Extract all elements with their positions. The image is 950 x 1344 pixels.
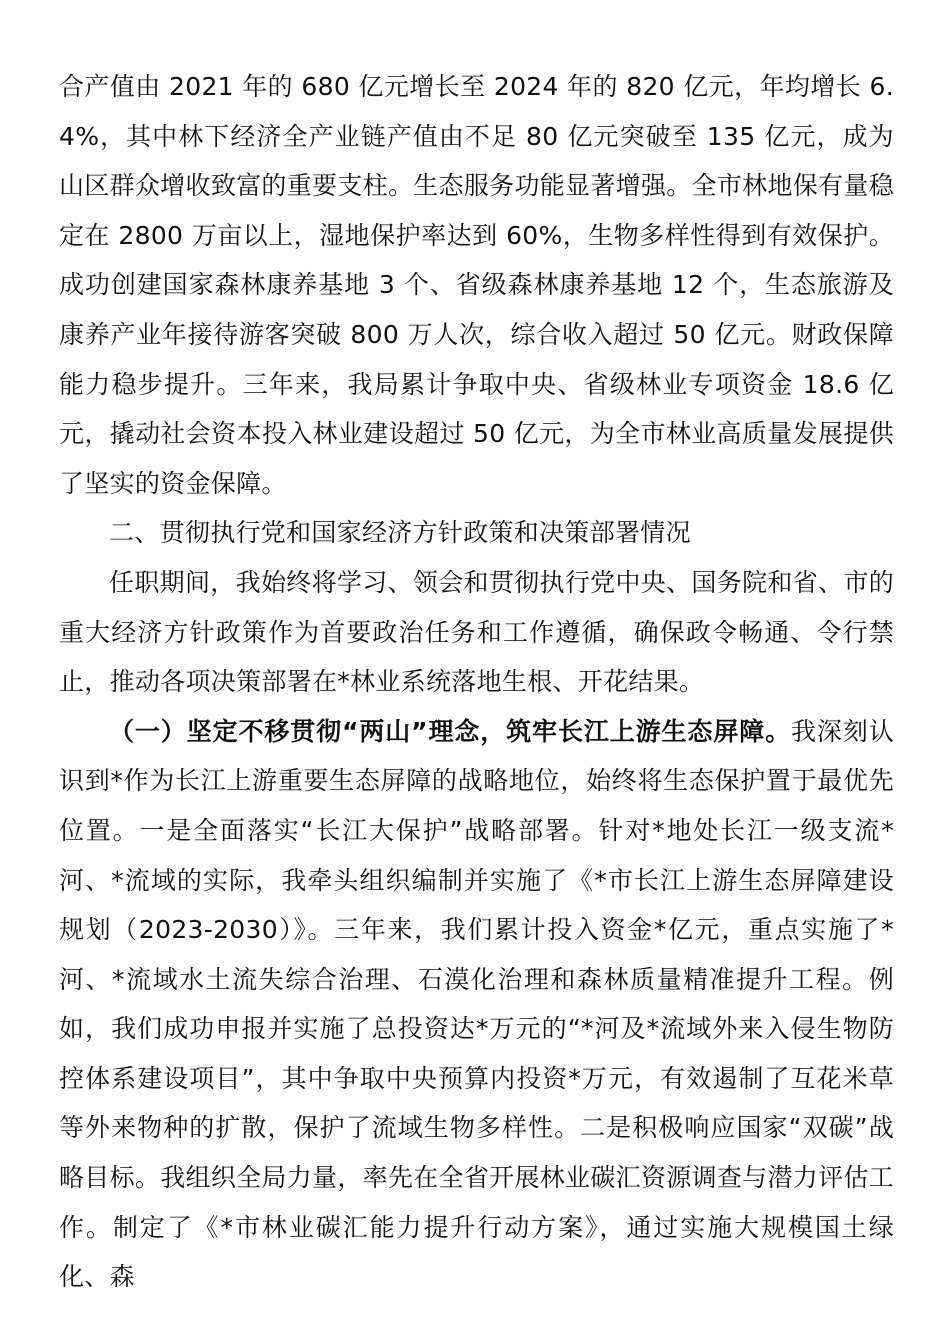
paragraph-policy-implementation: 任职期间，我始终将学习、领会和贯彻执行党中央、国务院和省、市的重大经济方针政策作为首要政治任务和工作遵循，确保政令畅通、令行禁止，推动各项决策部署在*林业系统落地生根、开花结果。	[59, 567, 894, 697]
section-heading-2: 二、贯彻执行党和国家经济方针政策和决策部署情况	[109, 518, 691, 548]
paragraph-ecological-barrier	[59, 707, 894, 1302]
document-page	[59, 62, 894, 1302]
paragraph-ecological-barrier-body: 我深刻认识到*作为长江上游重要生态屏障的战略地位，始终将生态保护置于最优先位置。一是全面落实“长江大保护”战略部署。针对*地处长江一级支流*河、*流域的实际，我牵头组织编制并实施了《*市长江上游生态屏障建设规划（2023-2030）》。三年来，我们累计投入资金*亿元，重点实施了*河、*流域水土流失综合治理、石漠化治理和森林质量精准提升工程。例如，我们成功申报并实施了总投资达*万元的“*河及*流域外来入侵生物防控体系建设项目”，其中争取中央预算内投资*万元，有效遏制了互花米草等外来物种的扩散，保护了流域生物多样性。二是积极响应国家“双碳”战略目标。我组织全局力量，率先在全省开展林业碳汇资源调查与潜力评估工作。制定了《*市林业碳汇能力提升行动方案》，通过实施大规模国土绿化、森	[59, 716, 894, 1292]
subsection-heading-1: （一）坚定不移贯彻“两山”理念，筑牢长江上游生态屏障。	[109, 716, 792, 746]
paragraph-economic-results: 合产值由 2021 年的 680 亿元增长至 2024 年的 820 亿元，年均增长 6.4%，其中林下经济全产业链产值由不足 80 亿元突破至 135 亿元，成为山区群众增收致富的重要支柱。生态服务功能显著增强。全市林地保有量稳定在 2800 万亩以上，湿地保护率达到 60%，生物多样性得到有效保护。成功创建国家森林康养基地 3 个、省级森林康养基地 12 个，生态旅游及康养产业年接待游客突破 800 万人次，综合收入超过 50 亿元。财政保障能力稳步提升。三年来，我局累计争取中央、省级林业专项资金 18.6 亿元，撬动社会资本投入林业建设超过 50 亿元，为全市林业高质量发展提供了坚实的资金保障。	[59, 72, 894, 498]
